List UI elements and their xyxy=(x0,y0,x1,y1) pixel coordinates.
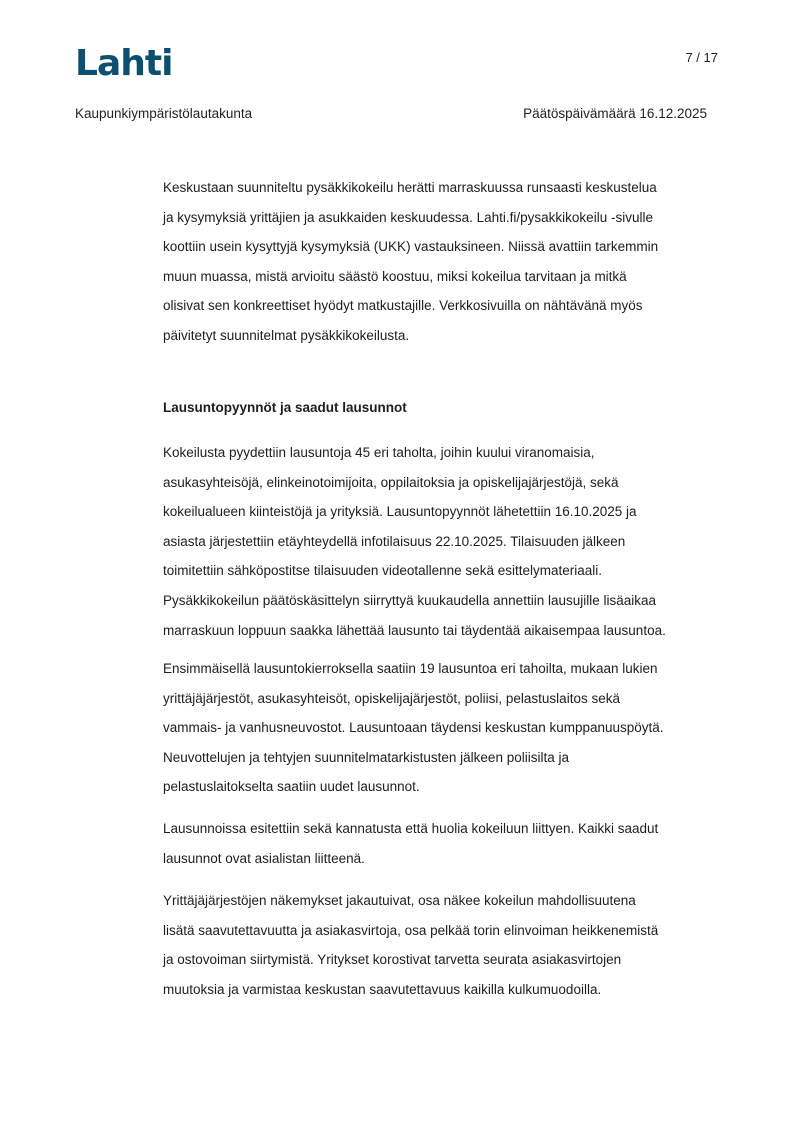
text-line: toimitettiin sähköpostitse tilaisuuden videotallenne sekä esittelymateriaali. xyxy=(163,563,602,579)
text-line: pelastuslaitokselta saatiin uudet lausunnot. xyxy=(163,779,420,795)
text-line: ja ostovoiman siirtymistä. Yritykset korostivat tarvetta seurata asiakasvirtojen xyxy=(163,952,622,968)
text-line: vammais- ja vanhusneuvostot. Lausuntoaan täydensi keskustan kumppanuuspöytä. xyxy=(163,720,664,736)
text-line: asukasyhteisöjä, elinkeinotoimijoita, oppilaitoksia ja opiskelijajärjestöjä, sekä xyxy=(163,474,619,490)
section-heading: Lausuntopyynnöt ja saadut lausunnot xyxy=(163,400,407,415)
paragraph-statements xyxy=(163,819,723,878)
logo-text: Lahti xyxy=(75,43,173,84)
paragraph-first-round xyxy=(163,659,723,807)
text-line: päivitetyt suunnitelmat pysäkkikokeilusta. xyxy=(163,327,410,343)
lahti-logo xyxy=(75,44,172,84)
text-line: olisivat sen konkreettiset hyödyt matkustajille. Verkkosivuilla on nähtävänä myös xyxy=(163,298,643,314)
text-line: lausunnot ovat asialistan liitteenä. xyxy=(163,850,365,866)
text-line: Lausunnoissa esitettiin sekä kannatusta että huolia kokeiluun liittyen. Kaikki saadut xyxy=(163,821,659,836)
text-line: asiasta järjestettiin etäyhteydellä infotilaisuus 22.10.2025. Tilaisuuden jälkeen xyxy=(163,533,626,549)
text-line: ja kysymyksiä yrittäjien ja asukkaiden keskuudessa. Lahti.fi/pysakkikokeilu -sivulle xyxy=(163,209,653,225)
text-line: Neuvottelujen ja tehtyjen suunnitelmatarkistusten jälkeen poliisilta ja xyxy=(163,749,569,765)
text-line: lisätä saavutettavuutta ja asiakasvirtoja, osa pelkää torin elinvoiman heikkenemistä xyxy=(163,922,659,938)
page-number: 7 / 17 xyxy=(685,50,718,65)
text-line: Pysäkkikokeilun päätöskäsittelyn siirryttyä kuukaudella annettiin lausujille lisäaikaa xyxy=(163,592,657,608)
text-line: muutoksia ja varmistaa keskustan saavutettavuus kaikilla kulkumuodoilla. xyxy=(163,981,602,997)
text-line: Kokeilusta pyydettiin lausuntoja 45 eri taholta, joihin kuului viranomaisia, xyxy=(163,445,595,460)
text-line: Yrittäjäjärjestöjen näkemykset jakautuivat, osa näkee kokeilun mahdollisuutena xyxy=(163,893,636,908)
decision-date: Päätöspäivämäärä 16.12.2025 xyxy=(523,106,707,121)
text-line: Ensimmäisellä lausuntokierroksella saatiin 19 lausuntoa eri tahoilta, mukaan lukien xyxy=(163,661,658,676)
paragraph-requests xyxy=(163,443,723,650)
intro-paragraph xyxy=(163,178,723,356)
text-line: marraskuun loppuun saakka lähettää lausunto tai täydentää aikaisempaa lausuntoa. xyxy=(163,622,666,638)
text-line: yrittäjäjärjestöt, asukasyhteisöt, opiskelijajärjestöt, poliisi, pelastuslaitos sekä xyxy=(163,690,620,706)
text-line: koottiin usein kysyttyjä kysymyksiä (UKK) vastauksineen. Niissä avattiin tarkemmin xyxy=(163,239,659,255)
text-line: muun muassa, mistä arvioitu säästö koostuu, miksi kokeilua tarvitaan ja mitkä xyxy=(163,268,627,284)
text-line: Keskustaan suunniteltu pysäkkikokeilu herätti marraskuussa runsaasti keskustelua xyxy=(163,180,657,195)
paragraph-business-views xyxy=(163,891,723,1009)
committee-name: Kaupunkiympäristölautakunta xyxy=(75,106,253,121)
text-line: kokeilualueen kiinteistöjä ja yrityksiä. Lausuntopyynnöt lähetettiin 16.10.2025 ja xyxy=(163,504,637,520)
